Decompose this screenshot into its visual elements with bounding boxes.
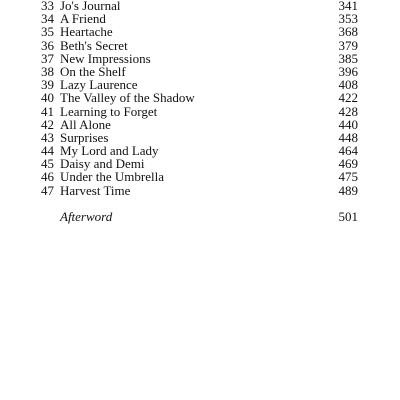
chapter-number: 34	[41, 11, 54, 27]
chapter-page-number: 341	[338, 0, 358, 13]
chapter-page-number: 368	[338, 24, 358, 40]
chapter-page-number: 464	[338, 143, 358, 159]
chapter-number: 44	[41, 143, 54, 159]
afterword-title: Afterword	[60, 209, 113, 224]
toc-entry-37[interactable]	[0, 52, 400, 65]
chapter-number: 41	[41, 103, 54, 119]
chapter-number: 42	[41, 116, 54, 132]
chapter-title: New Impressions	[60, 50, 151, 66]
chapter-number: 35	[41, 24, 54, 40]
chapter-number: 37	[41, 50, 54, 66]
chapter-page-number: 379	[338, 37, 358, 53]
chapter-title: Harvest Time	[60, 182, 131, 198]
toc-entry-40[interactable]	[0, 91, 400, 104]
chapter-page-number: 396	[338, 63, 358, 79]
chapter-page-number: 353	[338, 11, 358, 27]
toc-entry-41[interactable]	[0, 105, 400, 118]
chapter-page-number: 385	[338, 50, 358, 66]
toc-entry-42[interactable]	[0, 118, 400, 131]
chapter-page-number: 475	[338, 169, 358, 185]
chapter-title: Heartache	[60, 24, 113, 40]
chapter-title: Daisy and Demi	[60, 156, 145, 172]
chapter-title: Jo's Journal	[60, 0, 121, 13]
chapter-number: 38	[41, 63, 54, 79]
table-of-contents	[0, 0, 400, 197]
chapter-title: The Valley of the Shadow	[60, 90, 195, 106]
chapter-number: 45	[41, 156, 54, 172]
chapter-title: Under the Umbrella	[60, 169, 164, 185]
chapter-title: A Friend	[60, 11, 106, 27]
chapter-number: 40	[41, 90, 54, 106]
chapter-page-number: 440	[338, 116, 358, 132]
chapter-page-number: 428	[338, 103, 358, 119]
chapter-title: My Lord and Lady	[60, 143, 159, 159]
toc-entry-46[interactable]	[0, 170, 400, 183]
chapter-title: Learning to Forget	[60, 103, 158, 119]
chapter-title: Lazy Laurence	[60, 77, 138, 93]
chapter-page-number: 489	[338, 182, 358, 198]
toc-entry-47[interactable]	[0, 184, 400, 197]
chapter-page-number: 408	[338, 77, 358, 93]
chapter-title: Beth's Secret	[60, 37, 128, 53]
chapter-number: 43	[41, 129, 54, 145]
chapter-title: On the Shelf	[60, 63, 126, 79]
toc-entry-36[interactable]	[0, 39, 400, 52]
chapter-page-number: 448	[338, 129, 358, 145]
chapter-title: All Alone	[60, 116, 111, 132]
toc-entry-35[interactable]	[0, 25, 400, 38]
chapter-title: Surprises	[60, 129, 109, 145]
chapter-number: 47	[41, 182, 54, 198]
toc-entry-afterword[interactable]	[0, 210, 400, 224]
chapter-page-number: 422	[338, 90, 358, 106]
chapter-page-number: 469	[338, 156, 358, 172]
afterword-page-number: 501	[338, 209, 358, 224]
chapter-number: 46	[41, 169, 54, 185]
chapter-number: 39	[41, 77, 54, 93]
chapter-number: 33	[41, 0, 54, 13]
chapter-number: 36	[41, 37, 54, 53]
